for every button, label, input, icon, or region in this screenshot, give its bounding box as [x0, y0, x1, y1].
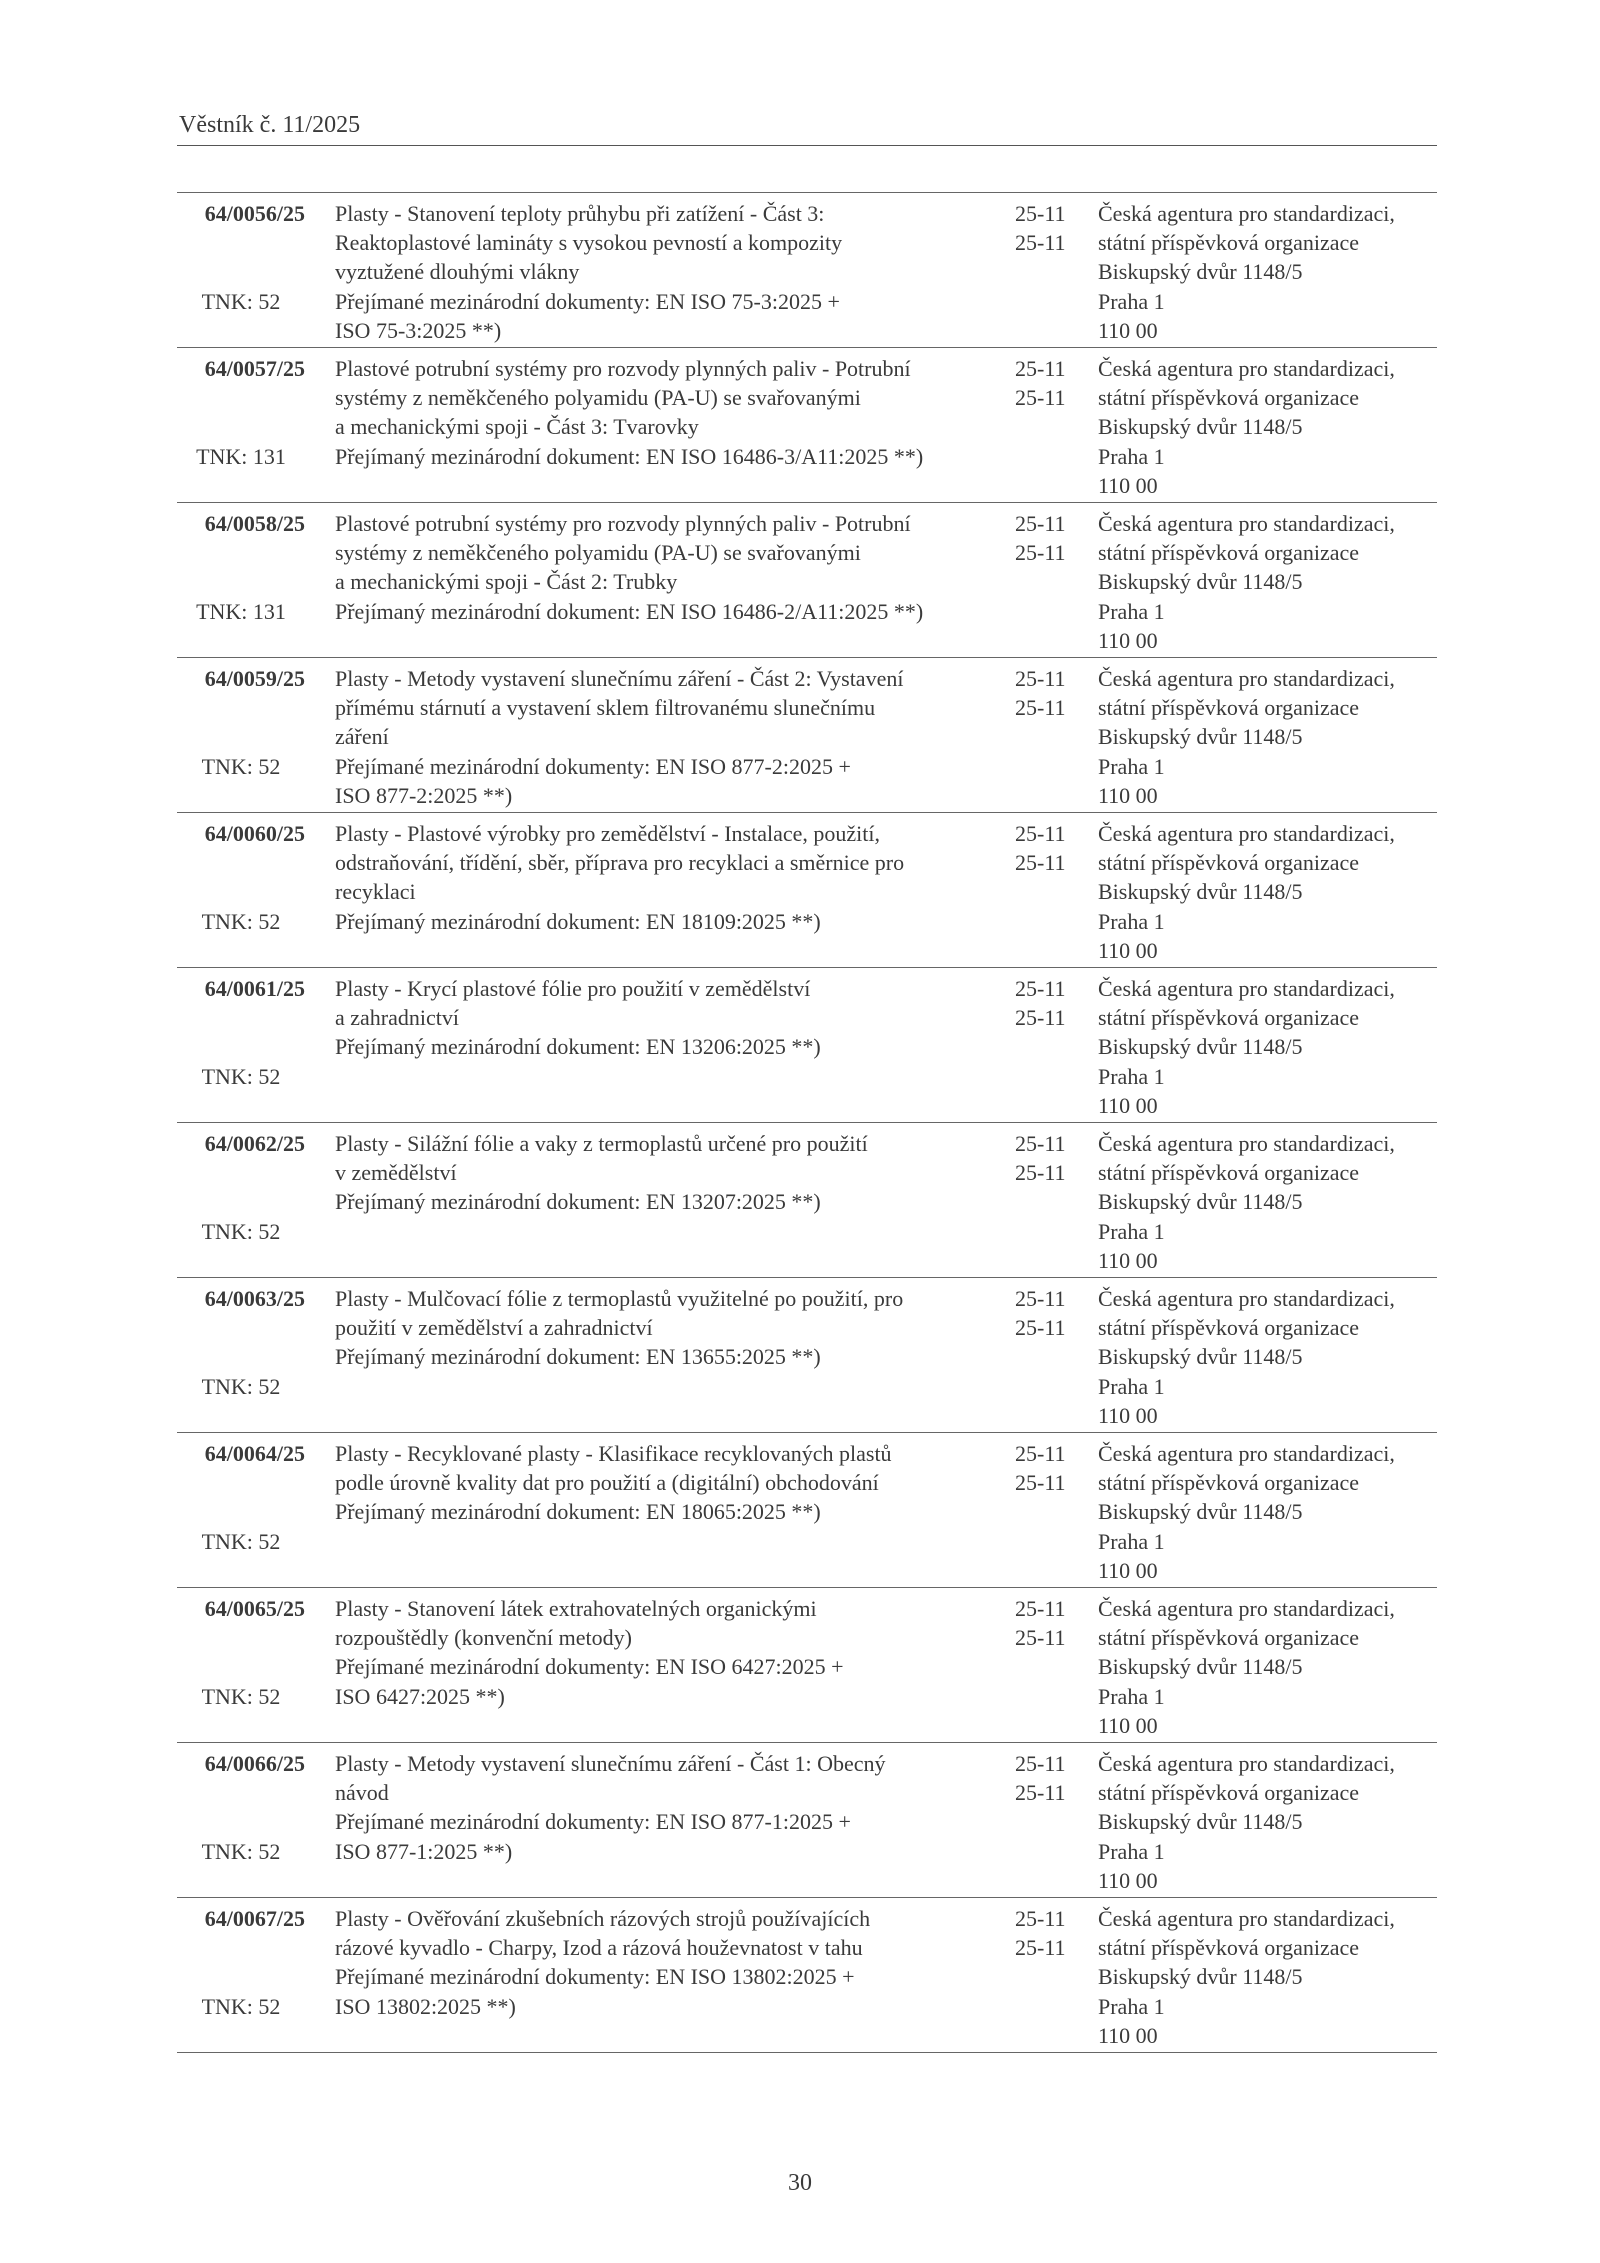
organization-line: Praha 1	[1098, 908, 1165, 934]
date-line: 25-11	[1015, 1131, 1066, 1156]
desc-column	[335, 974, 821, 1062]
dates-column	[1015, 819, 1066, 877]
desc-column	[335, 199, 842, 345]
dates-column	[1015, 1904, 1066, 1962]
organization-line: Praha 1	[1098, 443, 1165, 469]
date-line: 25-11	[1015, 1160, 1066, 1186]
organization-line: Praha 1	[1098, 1528, 1165, 1554]
description-line: Přejímané mezinárodní dokumenty: EN ISO 877-2:2025 +	[335, 753, 851, 779]
description-line: záření	[335, 724, 389, 750]
journal-header-title: Věstník č. 11/2025	[179, 112, 361, 138]
date-line: 25-11	[1015, 201, 1066, 226]
organization-line: státní příspěvková organizace	[1098, 1160, 1360, 1186]
description-line: Plasty - Ověřování zkušebních rázových strojů používajících	[335, 1906, 871, 1931]
organization-line: 110 00	[1098, 937, 1158, 963]
organization-line: Biskupský dvůr 1148/5	[1098, 879, 1303, 905]
description-line: Plastové potrubní systémy pro rozvody plynných paliv - Potrubní	[335, 356, 911, 381]
table-row	[177, 348, 1437, 503]
organization-line: Biskupský dvůr 1148/5	[1098, 1344, 1303, 1370]
standard-number: 64/0059/25	[204, 666, 305, 691]
description-line: Reaktoplastové lamináty s vysokou pevností a kompozity	[335, 230, 843, 256]
date-line: 25-11	[1015, 976, 1066, 1001]
org-column	[1098, 1284, 1395, 1430]
organization-line: Česká agentura pro standardizaci,	[1098, 1286, 1395, 1311]
organization-line: státní příspěvková organizace	[1098, 1470, 1360, 1496]
description-line: ISO 877-1:2025 **)	[335, 1838, 513, 1864]
description-line: rázové kyvadlo - Charpy, Izod a rázová houževnatost v tahu	[335, 1935, 863, 1961]
desc-column	[335, 354, 923, 471]
table-row	[177, 1743, 1437, 1898]
description-line: přímému stárnutí a vystavení sklem filtrovanému slunečnímu	[335, 695, 876, 721]
organization-line: Praha 1	[1098, 1683, 1165, 1709]
org-column	[1098, 199, 1395, 345]
date-line: 25-11	[1015, 1625, 1066, 1651]
description-line: vyztužené dlouhými vlákny	[335, 259, 580, 285]
desc-column	[335, 819, 904, 936]
tnk-label: TNK: 52	[201, 1218, 281, 1244]
organization-line: Praha 1	[1098, 1063, 1165, 1089]
desc-column	[335, 1749, 886, 1866]
dates-column	[1015, 1129, 1066, 1187]
standard-number: 64/0064/25	[204, 1441, 305, 1466]
table-row	[177, 1278, 1437, 1433]
organization-line: Biskupský dvůr 1148/5	[1098, 1654, 1303, 1680]
org-column	[1098, 1129, 1395, 1275]
organization-line: státní příspěvková organizace	[1098, 1780, 1360, 1806]
description-line: Přejímané mezinárodní dokumenty: EN ISO 6427:2025 +	[335, 1654, 844, 1680]
date-line: 25-11	[1015, 230, 1066, 256]
organization-line: státní příspěvková organizace	[1098, 1315, 1360, 1341]
description-line: Plasty - Krycí plastové fólie pro použití v zemědělství	[335, 976, 811, 1001]
table-row	[177, 1898, 1437, 2053]
dates-column	[1015, 1749, 1066, 1807]
table-row	[177, 1123, 1437, 1278]
organization-line: Česká agentura pro standardizaci,	[1098, 666, 1395, 691]
description-line: Přejímaný mezinárodní dokument: EN ISO 16486-2/A11:2025 **)	[335, 598, 924, 624]
standard-number: 64/0060/25	[204, 821, 305, 846]
organization-line: Biskupský dvůr 1148/5	[1098, 1189, 1303, 1215]
desc-column	[335, 509, 923, 626]
table-row	[177, 968, 1437, 1123]
org-column	[1098, 664, 1395, 810]
date-line: 25-11	[1015, 666, 1066, 691]
description-line: a mechanickými spoji - Část 2: Trubky	[335, 569, 678, 595]
org-column	[1098, 1749, 1395, 1895]
organization-line: státní příspěvková organizace	[1098, 1935, 1360, 1961]
organization-line: Biskupský dvůr 1148/5	[1098, 1034, 1303, 1060]
organization-line: 110 00	[1098, 317, 1158, 343]
date-line: 25-11	[1015, 1751, 1066, 1776]
description-line: v zemědělství	[335, 1160, 457, 1186]
desc-column	[335, 1594, 844, 1711]
description-line: Plasty - Metody vystavení slunečnímu záření - Část 1: Obecný	[335, 1751, 886, 1776]
description-line: Přejímaný mezinárodní dokument: EN 18065:2025 **)	[335, 1499, 821, 1525]
table-row	[177, 1588, 1437, 1743]
tnk-label: TNK: 131	[196, 443, 286, 469]
page-number: 30	[788, 2170, 812, 2196]
description-line: ISO 877-2:2025 **)	[335, 782, 513, 808]
desc-column	[335, 1129, 868, 1217]
date-line: 25-11	[1015, 850, 1066, 876]
table-row	[177, 193, 1437, 348]
date-line: 25-11	[1015, 1441, 1066, 1466]
description-line: Přejímaný mezinárodní dokument: EN 13207:2025 **)	[335, 1189, 821, 1215]
organization-line: 110 00	[1098, 2022, 1158, 2048]
description-line: Plasty - Stanovení látek extrahovatelných organickými	[335, 1596, 817, 1621]
description-line: Plasty - Plastové výrobky pro zemědělství - Instalace, použití,	[335, 821, 880, 846]
description-line: odstraňování, třídění, sběr, příprava pro recyklaci a směrnice pro	[335, 850, 905, 876]
description-line: Přejímaný mezinárodní dokument: EN 18109:2025 **)	[335, 908, 821, 934]
organization-line: Česká agentura pro standardizaci,	[1098, 1441, 1395, 1466]
description-line: ISO 13802:2025 **)	[335, 1993, 516, 2019]
dates-column	[1015, 1284, 1066, 1342]
date-line: 25-11	[1015, 1596, 1066, 1621]
standard-number: 64/0061/25	[204, 976, 305, 1001]
dates-column	[1015, 1439, 1066, 1497]
description-line: Přejímané mezinárodní dokumenty: EN ISO 877-1:2025 +	[335, 1809, 851, 1835]
organization-line: státní příspěvková organizace	[1098, 1005, 1360, 1031]
dates-column	[1015, 199, 1066, 257]
description-line: podle úrovně kvality dat pro použití a (digitální) obchodování	[335, 1470, 879, 1496]
organization-line: státní příspěvková organizace	[1098, 850, 1360, 876]
description-line: recyklaci	[335, 879, 416, 905]
date-line: 25-11	[1015, 695, 1066, 721]
date-line: 25-11	[1015, 1286, 1066, 1311]
organization-line: Česká agentura pro standardizaci,	[1098, 821, 1395, 846]
table-row	[177, 813, 1437, 968]
organization-line: Praha 1	[1098, 753, 1165, 779]
standard-number: 64/0056/25	[204, 201, 305, 226]
organization-line: 110 00	[1098, 1557, 1158, 1583]
organization-line: Praha 1	[1098, 1838, 1165, 1864]
organization-line: 110 00	[1098, 1402, 1158, 1428]
organization-line: 110 00	[1098, 472, 1158, 498]
date-line: 25-11	[1015, 1906, 1066, 1931]
standard-number: 64/0063/25	[204, 1286, 305, 1311]
dates-column	[1015, 974, 1066, 1032]
organization-line: 110 00	[1098, 1712, 1158, 1738]
organization-line: státní příspěvková organizace	[1098, 540, 1360, 566]
organization-line: Česká agentura pro standardizaci,	[1098, 1751, 1395, 1776]
organization-line: Praha 1	[1098, 288, 1165, 314]
organization-line: Biskupský dvůr 1148/5	[1098, 569, 1303, 595]
standards-table	[177, 192, 1437, 2053]
date-line: 25-11	[1015, 1470, 1066, 1496]
org-column	[1098, 1904, 1395, 2050]
table-row	[177, 658, 1437, 813]
tnk-label: TNK: 131	[196, 598, 286, 624]
desc-column	[335, 1904, 870, 2021]
org-column	[1098, 354, 1395, 500]
date-line: 25-11	[1015, 821, 1066, 846]
organization-line: státní příspěvková organizace	[1098, 230, 1360, 256]
description-line: Plasty - Silážní fólie a vaky z termoplastů určené pro použití	[335, 1131, 868, 1156]
organization-line: Praha 1	[1098, 1373, 1165, 1399]
date-line: 25-11	[1015, 540, 1066, 566]
tnk-label: TNK: 52	[201, 1683, 281, 1709]
organization-line: státní příspěvková organizace	[1098, 1625, 1360, 1651]
date-line: 25-11	[1015, 356, 1066, 381]
organization-line: Česká agentura pro standardizaci,	[1098, 201, 1395, 226]
tnk-label: TNK: 52	[201, 288, 281, 314]
description-line: a mechanickými spoji - Část 3: Tvarovky	[335, 414, 699, 440]
date-line: 25-11	[1015, 511, 1066, 536]
description-line: ISO 75-3:2025 **)	[335, 317, 502, 343]
organization-line: Praha 1	[1098, 1218, 1165, 1244]
date-line: 25-11	[1015, 1935, 1066, 1961]
tnk-label: TNK: 52	[201, 1063, 281, 1089]
organization-line: 110 00	[1098, 627, 1158, 653]
standard-number: 64/0057/25	[204, 356, 305, 381]
date-line: 25-11	[1015, 1005, 1066, 1031]
organization-line: Biskupský dvůr 1148/5	[1098, 724, 1303, 750]
organization-line: Česká agentura pro standardizaci,	[1098, 511, 1395, 536]
description-line: Plasty - Mulčovací fólie z termoplastů využitelné po použití, pro	[335, 1286, 904, 1311]
description-line: Přejímaný mezinárodní dokument: EN ISO 16486-3/A11:2025 **)	[335, 443, 924, 469]
description-line: systémy z neměkčeného polyamidu (PA-U) se svařovanými	[335, 540, 861, 566]
date-line: 25-11	[1015, 1315, 1066, 1341]
dates-column	[1015, 354, 1066, 412]
organization-line: státní příspěvková organizace	[1098, 695, 1360, 721]
tnk-label: TNK: 52	[201, 1838, 281, 1864]
description-line: použití v zemědělství a zahradnictví	[335, 1315, 653, 1341]
standard-number: 64/0062/25	[204, 1131, 305, 1156]
organization-line: Česká agentura pro standardizaci,	[1098, 1596, 1395, 1621]
org-column	[1098, 1594, 1395, 1740]
description-line: Přejímané mezinárodní dokumenty: EN ISO 13802:2025 +	[335, 1964, 855, 1990]
date-line: 25-11	[1015, 385, 1066, 411]
tnk-label: TNK: 52	[201, 908, 281, 934]
organization-line: Biskupský dvůr 1148/5	[1098, 1499, 1303, 1525]
description-line: Přejímaný mezinárodní dokument: EN 13655:2025 **)	[335, 1344, 821, 1370]
standard-number: 64/0058/25	[204, 511, 305, 536]
description-line: návod	[335, 1780, 389, 1806]
tnk-label: TNK: 52	[201, 1373, 281, 1399]
organization-line: státní příspěvková organizace	[1098, 385, 1360, 411]
organization-line: Biskupský dvůr 1148/5	[1098, 1964, 1303, 1990]
organization-line: 110 00	[1098, 782, 1158, 808]
tnk-label: TNK: 52	[201, 1993, 281, 2019]
desc-column	[335, 1284, 903, 1372]
description-line: a zahradnictví	[335, 1005, 459, 1031]
description-line: rozpouštědly (konvenční metody)	[335, 1625, 632, 1651]
description-line: Plasty - Metody vystavení slunečnímu záření - Část 2: Vystavení	[335, 666, 904, 691]
organization-line: 110 00	[1098, 1867, 1158, 1893]
organization-line: Česká agentura pro standardizaci,	[1098, 1906, 1395, 1931]
org-column	[1098, 1439, 1395, 1585]
organization-line: 110 00	[1098, 1247, 1158, 1273]
organization-line: Česká agentura pro standardizaci,	[1098, 356, 1395, 381]
description-line: Plasty - Stanovení teploty průhybu při zatížení - Část 3:	[335, 201, 825, 226]
organization-line: Biskupský dvůr 1148/5	[1098, 259, 1303, 285]
organization-line: Česká agentura pro standardizaci,	[1098, 976, 1395, 1001]
tnk-label: TNK: 52	[201, 753, 281, 779]
organization-line: Biskupský dvůr 1148/5	[1098, 414, 1303, 440]
table-row	[177, 1433, 1437, 1588]
table-row	[177, 503, 1437, 658]
tnk-label: TNK: 52	[201, 1528, 281, 1554]
organization-line: Biskupský dvůr 1148/5	[1098, 1809, 1303, 1835]
date-line: 25-11	[1015, 1780, 1066, 1806]
description-line: Přejímané mezinárodní dokumenty: EN ISO 75-3:2025 +	[335, 288, 840, 314]
org-column	[1098, 509, 1395, 655]
org-column	[1098, 819, 1395, 965]
description-line: Plasty - Recyklované plasty - Klasifikace recyklovaných plastů	[335, 1441, 892, 1466]
organization-line: Česká agentura pro standardizaci,	[1098, 1131, 1395, 1156]
dates-column	[1015, 664, 1066, 722]
standard-number: 64/0066/25	[204, 1751, 305, 1776]
organization-line: 110 00	[1098, 1092, 1158, 1118]
standard-number: 64/0067/25	[204, 1906, 305, 1931]
org-column	[1098, 974, 1395, 1120]
description-line: Plastové potrubní systémy pro rozvody plynných paliv - Potrubní	[335, 511, 911, 536]
description-line: ISO 6427:2025 **)	[335, 1683, 505, 1709]
organization-line: Praha 1	[1098, 1993, 1165, 2019]
description-line: systémy z neměkčeného polyamidu (PA-U) se svařovanými	[335, 385, 861, 411]
dates-column	[1015, 1594, 1066, 1652]
description-line: Přejímaný mezinárodní dokument: EN 13206:2025 **)	[335, 1034, 821, 1060]
desc-column	[335, 664, 903, 810]
desc-column	[335, 1439, 892, 1527]
header-divider	[177, 145, 1437, 146]
standard-number: 64/0065/25	[204, 1596, 305, 1621]
organization-line: Praha 1	[1098, 598, 1165, 624]
dates-column	[1015, 509, 1066, 567]
